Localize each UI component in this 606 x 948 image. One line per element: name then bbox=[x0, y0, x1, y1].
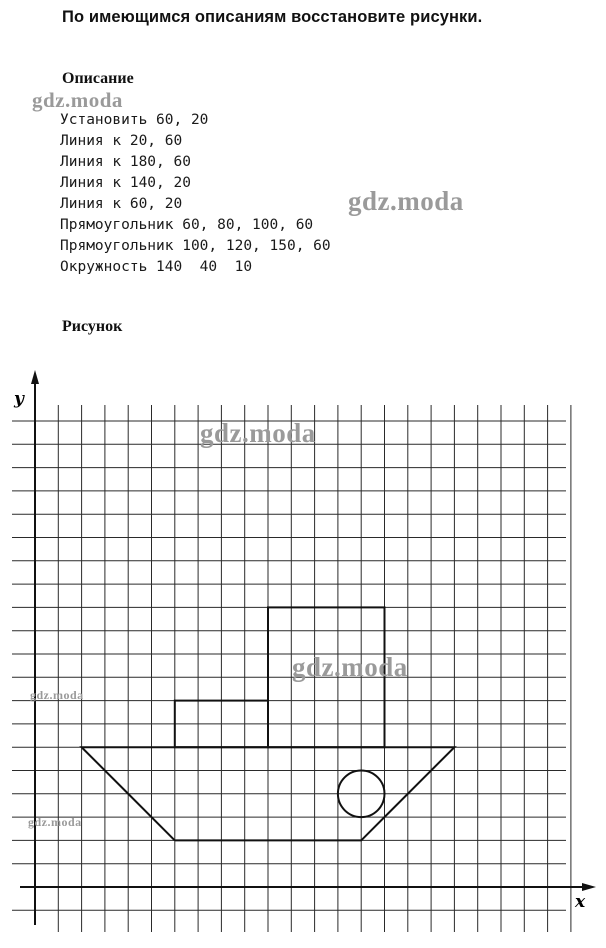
command-line: Линия к 20, 60 bbox=[60, 133, 183, 149]
x-axis-arrow-icon bbox=[582, 883, 596, 891]
x-axis-label: x bbox=[575, 892, 586, 912]
watermark: gdz.moda bbox=[200, 418, 316, 448]
watermark: gdz.moda bbox=[28, 815, 82, 829]
command-line: Линия к 180, 60 bbox=[60, 154, 191, 170]
task-title: По имеющимся описаниям восстановите рисунки. bbox=[62, 8, 483, 26]
watermark: gdz.moda bbox=[30, 688, 84, 702]
command-list bbox=[60, 110, 331, 278]
command-line: Прямоугольник 60, 80, 100, 60 bbox=[60, 217, 314, 233]
watermark: gdz.moda bbox=[32, 88, 123, 112]
command-line: Линия к 140, 20 bbox=[60, 175, 191, 191]
y-axis-label: y bbox=[14, 389, 24, 409]
description-heading: Описание bbox=[62, 70, 134, 87]
command-line: Линия к 60, 20 bbox=[60, 196, 183, 212]
command-line: Прямоугольник 100, 120, 150, 60 bbox=[60, 238, 331, 254]
y-axis-arrow-icon bbox=[31, 370, 39, 384]
axes bbox=[13, 370, 596, 925]
watermark: gdz.moda bbox=[348, 186, 464, 216]
watermark: gdz.moda bbox=[292, 652, 408, 682]
figure-heading: Рисунок bbox=[62, 318, 123, 335]
command-line: Установить 60, 20 bbox=[60, 112, 209, 128]
command-line: Окружность 140 40 10 bbox=[60, 259, 253, 275]
